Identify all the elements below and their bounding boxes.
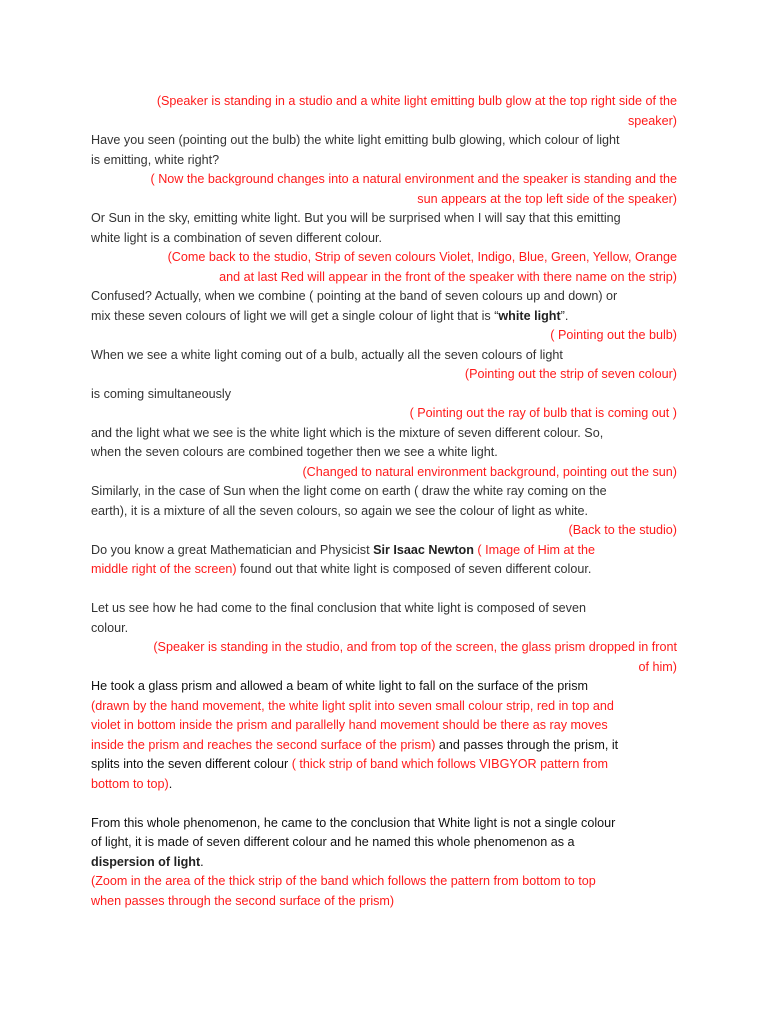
- paragraph-gap: [91, 794, 677, 814]
- narration-text: and passes through the prism, it: [435, 737, 619, 752]
- narration-line: white light is a combination of seven different colour.: [91, 230, 382, 245]
- narration-line: [91, 755, 677, 775]
- bold-term: dispersion of light: [91, 854, 201, 869]
- inline-direction: ( thick strip of band which follows VIBGYOR pattern from: [291, 757, 609, 771]
- narration-line: is coming simultaneously: [91, 386, 231, 401]
- stage-direction: speaker): [628, 113, 677, 128]
- stage-direction: (Come back to the studio, Strip of seven colours Violet, Indigo, Blue, Green, Yellow, Orange: [167, 250, 677, 264]
- paragraph-gap: [91, 580, 677, 600]
- narration-line: and the light what we see is the white light which is the mixture of seven different colour. So,: [91, 425, 604, 440]
- stage-direction: (Speaker is standing in the studio, and from top of the screen, the glass prism dropped in front: [153, 640, 677, 654]
- narration-line: [91, 775, 677, 795]
- narration-text: splits into the seven different colour: [91, 757, 292, 771]
- narration-line: From this whole phenomenon, he came to the conclusion that White light is not a single colour: [91, 815, 616, 830]
- narration-line: Have you seen (pointing out the bulb) the white light emitting bulb glowing, which colour of light: [91, 133, 620, 147]
- narration-line: [91, 541, 677, 561]
- narration-line: [91, 560, 677, 580]
- narration-line: of light, it is made of seven different colour and he named this whole phenomenon as a: [91, 835, 575, 849]
- narration-line: earth), it is a mixture of all the seven colours, so again we see the colour of light as white.: [91, 503, 589, 518]
- narration-text: Do you know a great Mathematician and Physicist: [91, 542, 374, 557]
- narration-line: is emitting, white right?: [91, 152, 220, 167]
- stage-direction: violet in bottom inside the prism and parallelly hand movement should be there as ray moves: [91, 718, 608, 732]
- stage-direction: (Pointing out the strip of seven colour): [464, 367, 677, 381]
- narration-line: colour.: [91, 620, 129, 635]
- narration-line: Let us see how he had come to the final conclusion that white light is composed of seven: [91, 601, 586, 615]
- stage-direction: and at last Red will appear in the front of the speaker with there name on the strip): [219, 269, 677, 284]
- stage-direction: sun appears at the top left side of the speaker): [417, 191, 677, 206]
- narration-line: [91, 853, 677, 873]
- stage-direction: (Speaker is standing in a studio and a white light emitting bulb glow at the top right side of the: [156, 94, 677, 108]
- bold-name: Sir Isaac Newton: [373, 542, 474, 557]
- stage-direction: of him): [638, 659, 677, 674]
- bold-term: white light: [498, 308, 561, 323]
- narration-line: [91, 307, 677, 327]
- narration-text: mix these seven colours of light we will get a single colour of light that is “: [91, 308, 499, 323]
- stage-direction: ( Pointing out the bulb): [550, 328, 677, 342]
- stage-direction: ( Now the background changes into a natural environment and the speaker is standing and the: [150, 172, 677, 186]
- narration-line: Or Sun in the sky, emitting white light. But you will be surprised when I will say that this emitting: [91, 211, 621, 225]
- stage-direction: ( Pointing out the ray of bulb that is coming out ): [409, 406, 677, 420]
- inline-direction: middle right of the screen): [91, 562, 237, 576]
- narration-text: ”.: [560, 308, 569, 323]
- inline-direction: ( Image of Him at the: [473, 542, 595, 557]
- inline-direction: bottom to top): [91, 776, 169, 791]
- narration-line: when the seven colours are combined together then we see a white light.: [91, 445, 498, 459]
- stage-direction: (Back to the studio): [568, 523, 677, 537]
- stage-direction: (Changed to natural environment background, pointing out the sun): [302, 464, 677, 479]
- narration-line: Similarly, in the case of Sun when the light come on earth ( draw the white ray coming on the: [91, 484, 607, 498]
- narration-line: He took a glass prism and allowed a beam of white light to fall on the surface of the prism: [91, 679, 589, 693]
- stage-direction: (drawn by the hand movement, the white light split into seven small colour strip, red in top and: [91, 698, 614, 713]
- stage-direction: (Zoom in the area of the thick strip of the band which follows the pattern from bottom to top: [91, 874, 596, 888]
- narration-text: found out that white light is composed of seven different colour.: [236, 562, 592, 576]
- stage-direction: when passes through the second surface of the prism): [91, 893, 395, 908]
- narration-line: When we see a white light coming out of a bulb, actually all the seven colours of light: [91, 347, 563, 362]
- narration-line: Confused? Actually, when we combine ( pointing at the band of seven colours up and down) or: [91, 289, 618, 303]
- narration-line: [91, 736, 677, 756]
- inline-direction: inside the prism and reaches the second surface of the prism): [91, 737, 436, 752]
- narration-text: .: [200, 854, 204, 869]
- script-body: [91, 92, 677, 911]
- narration-text: .: [168, 776, 173, 791]
